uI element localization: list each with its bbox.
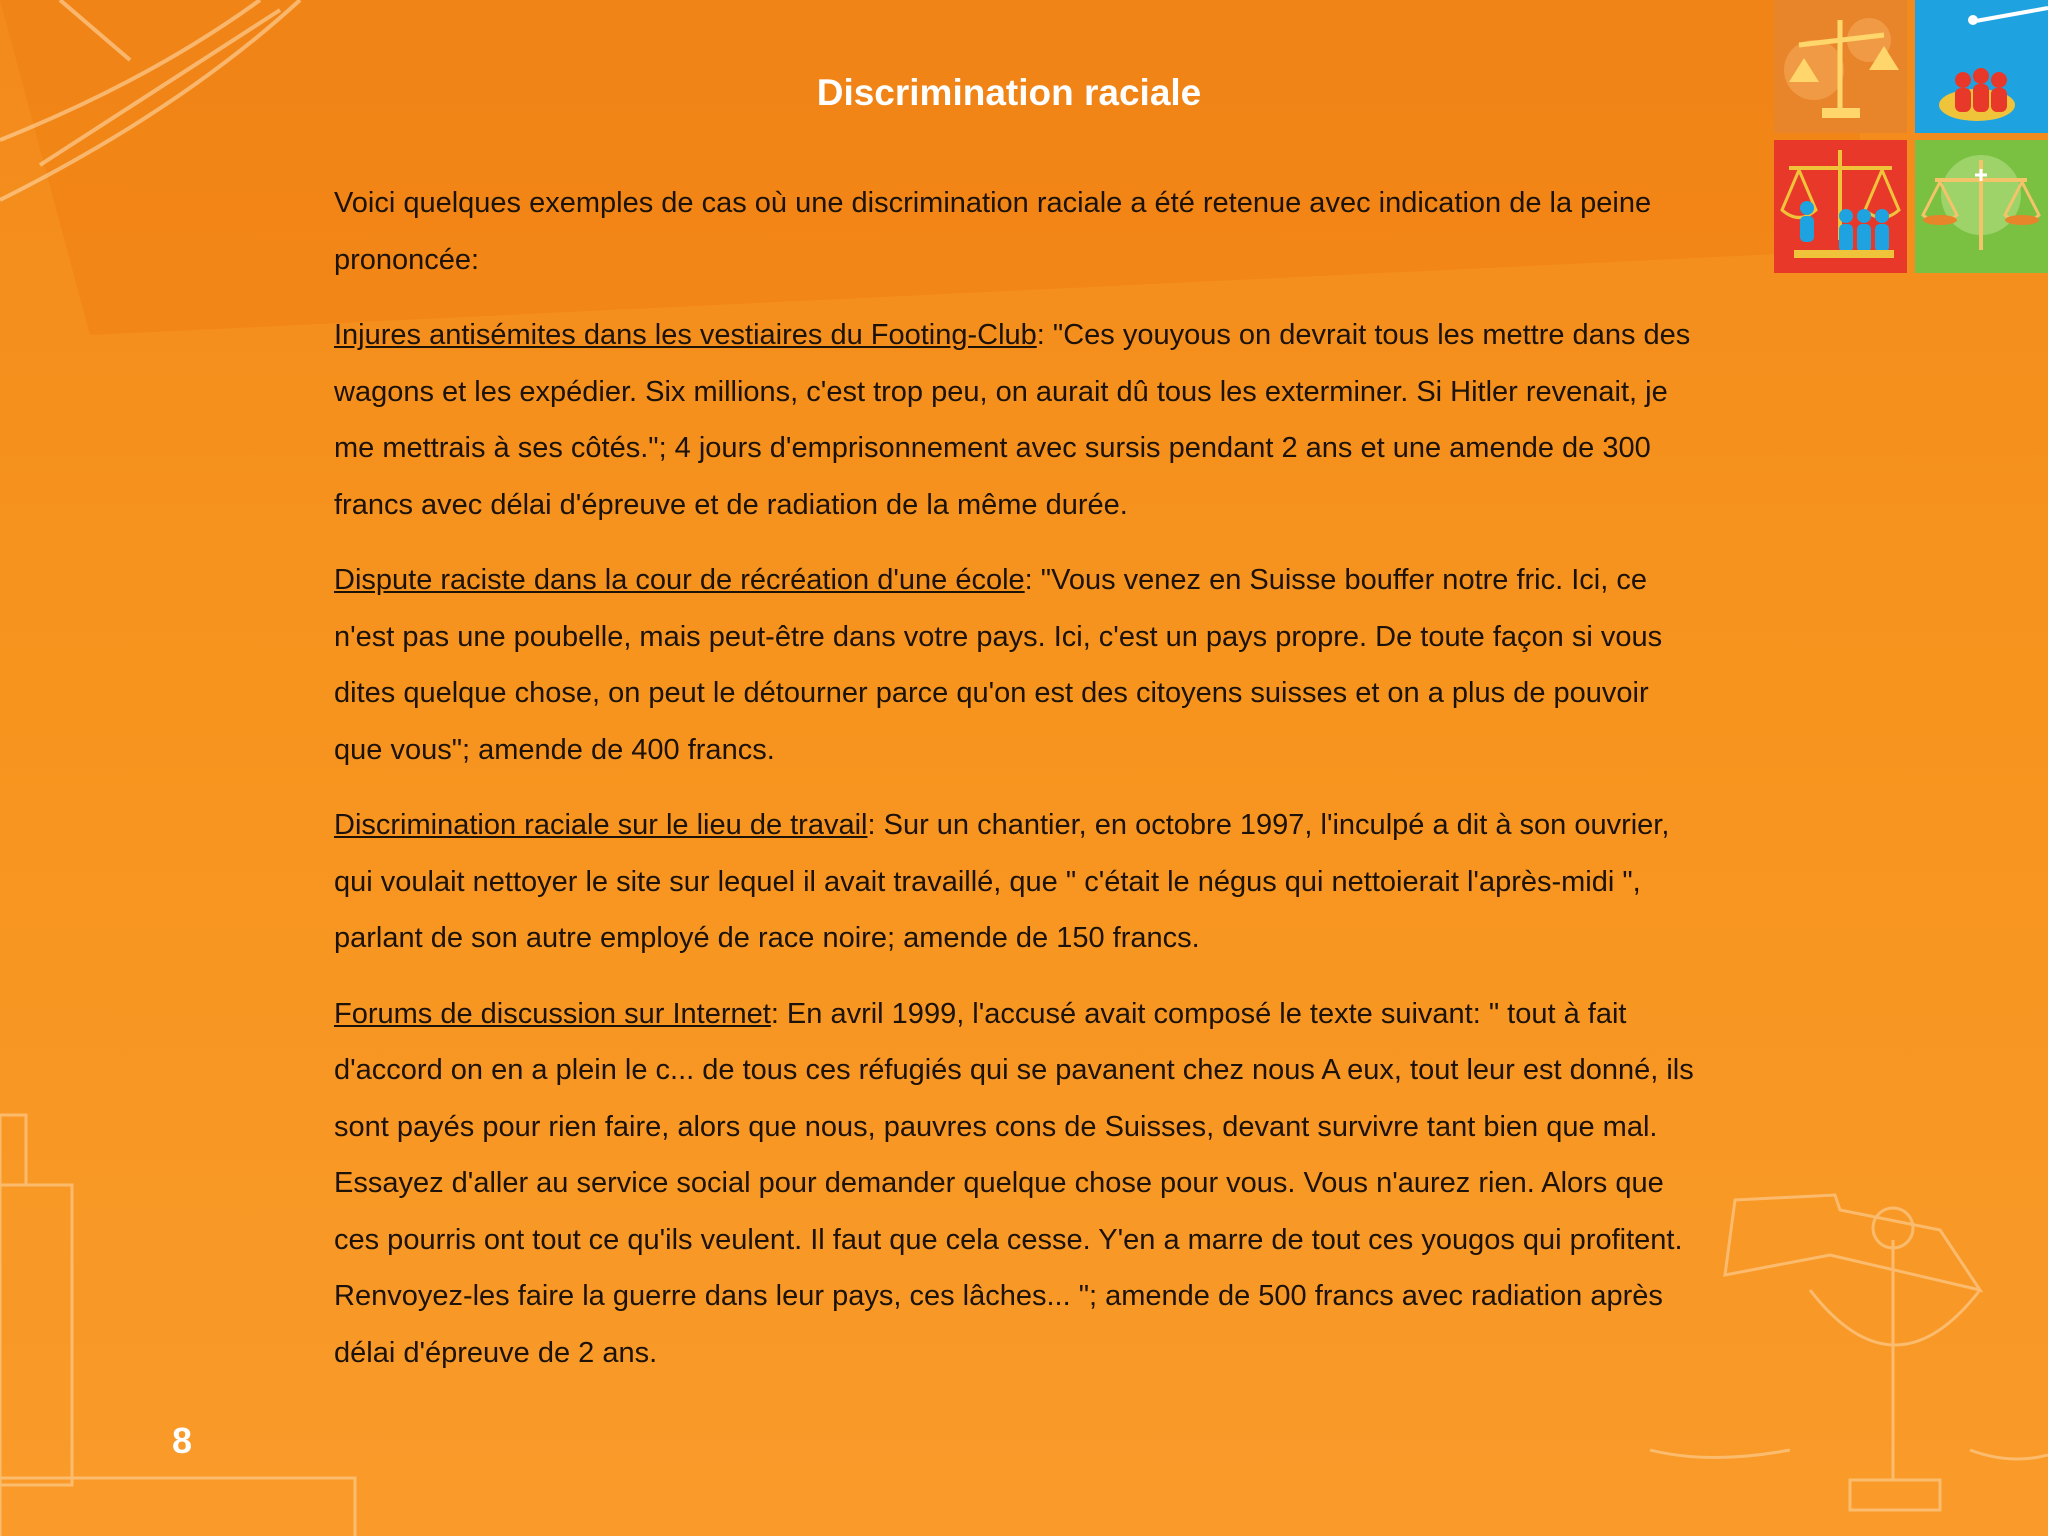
green-balance-tile	[1915, 140, 2048, 273]
green-balance-icon	[1915, 140, 2048, 273]
case-paragraph	[334, 552, 1694, 778]
case-text: : "Vous venez en Suisse bouffer notre fric. Ici, ce n'est pas une poubelle, mais peut-être dans votre pays. Ici, c'est un pays propre. De toute façon si vous dites quelque chose, on peut le détourner parce qu'on est des citoyens suisses et on a plus de pouvoir que vous"; amende de 400 francs.	[334, 564, 1663, 766]
case-title: Discrimination raciale sur le lieu de travail	[334, 809, 868, 841]
case-paragraph	[334, 797, 1694, 967]
case-title: Forums de discussion sur Internet	[334, 997, 771, 1030]
case-text: : En avril 1999, l'accusé avait composé le texte suivant: " tout à fait d'accord on en a plein le c... de tous ces réfugiés qui se pavanent chez nous A eux, tout leur est donné, ils sont payés pour rien faire, alors que nous, pauvres cons de Suisses, devant survivre tant bien que mal. Essayez d'aller au service social pour demander quelque chose pour vous. Vous n'aurez rien. Alors que ces pourris ont tout ce qu'ils veulent. Il faut que cela cesse. Y'en a marre de tout ces yougos qui profitent. Renvoyez-les faire la guerre dans leur pays, ces lâches... "; amende de 500 francs avec radiation après délai d'épreuve de 2 ans.	[334, 997, 1694, 1369]
case-paragraph	[334, 307, 1694, 533]
case-title: Injures antisémites dans les vestiaires du Footing-Club	[334, 319, 1037, 351]
slide-body	[334, 175, 1694, 1400]
justice-scale-people-icon	[1774, 140, 1907, 273]
case-title: Dispute raciste dans la cour de récréation d'une école	[334, 564, 1025, 596]
case-paragraph	[334, 986, 1694, 1382]
slide-title: Discrimination raciale	[816, 72, 1202, 113]
case-text: : Sur un chantier, en octobre 1997, l'inculpé a dit à son ouvrier, qui voulait nettoyer le site sur lequel il avait travaillé, que " c'était le négus qui nettoierait l'après-midi ", parlant de son autre employé de race noire; amende de 150 francs.	[334, 809, 1670, 954]
justice-scale-people-tile	[1774, 140, 1907, 273]
intro-paragraph: Voici quelques exemples de cas où une discrimination raciale a été retenue avec indication de la peine prononcée:	[334, 187, 1652, 276]
case-text: : "Ces youyous on devrait tous les mettre dans des wagons et les expédier. Six millions, c'est trop peu, on aurait dû tous les exterminer. Si Hitler revenait, je me mettrais à ses côtés."; 4 jours d'emprisonnement avec sursis pendant 2 ans et une amende de 300 francs avec délai d'épreuve et de radiation de la même durée.	[334, 319, 1691, 521]
page-number: 8	[172, 1420, 193, 1461]
